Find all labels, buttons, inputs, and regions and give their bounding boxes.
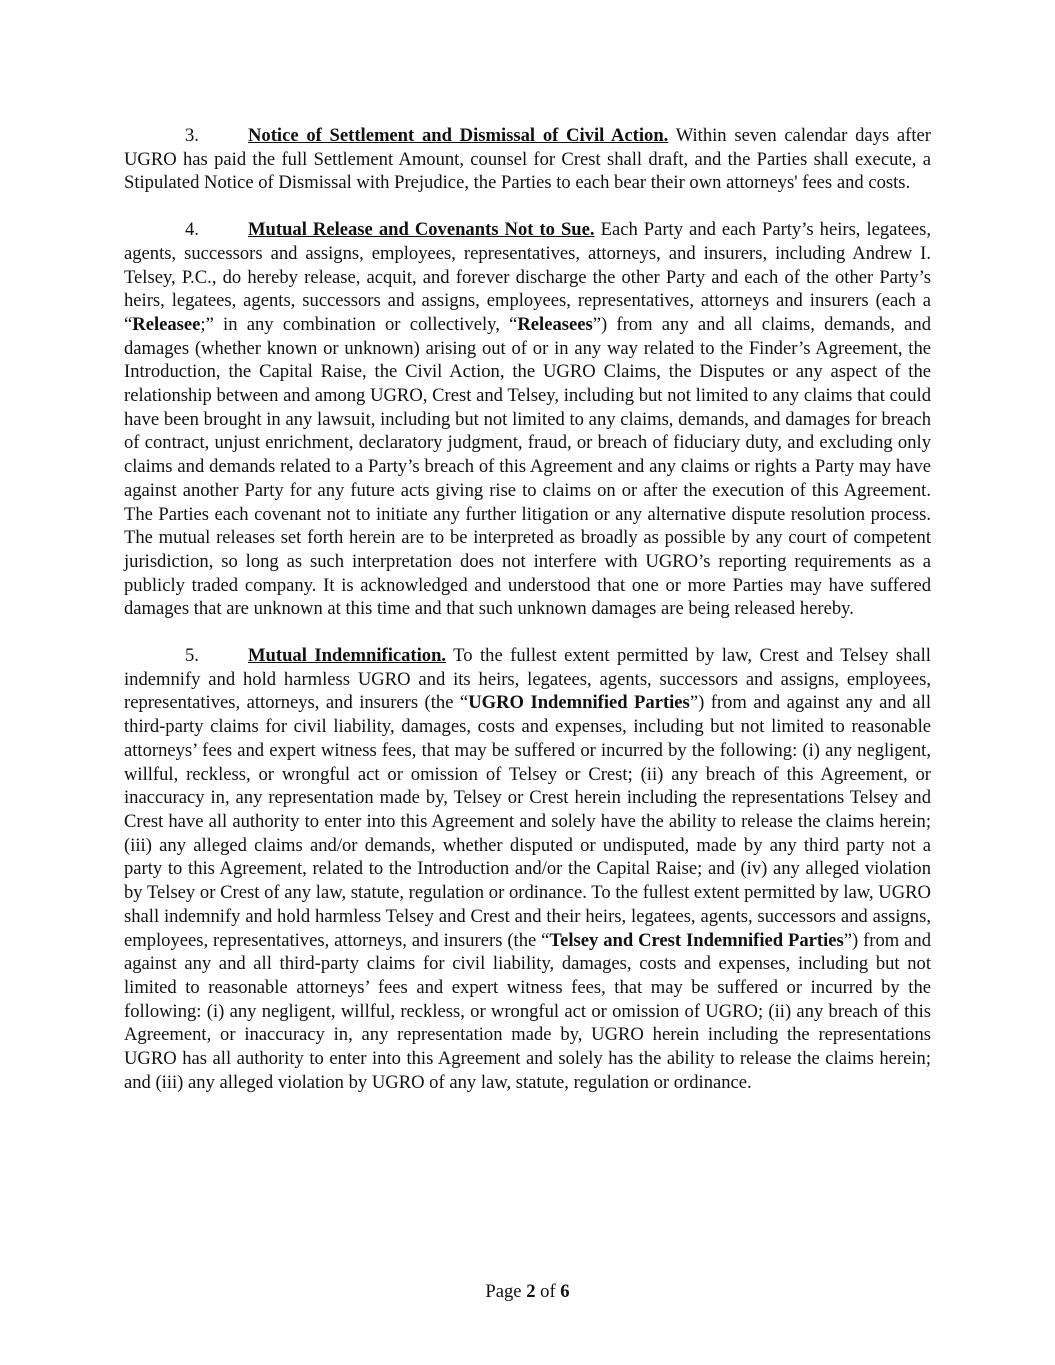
defined-term: Releasee [132,313,201,335]
paragraph-number: 5. [185,645,199,667]
defined-term: UGRO Indemnified Parties [468,692,690,714]
paragraph-text: ”) from and against any and all third-party claims for civil liability, damages, costs and expenses, including but not limited to reasonable attorneys’ fees and expert witness fees, that may be suffered or incurred by the following: (i) any negligent, willful, reckless, or wrongful act or omission of Telsey or Crest; (ii) any breach of this Agreement, or inaccuracy in, any representation made by, Telsey or Crest herein including the representations Telsey and Crest have all authority to enter into this Agreement and solely have the ability to release the claims herein; (iii) any alleged claims and/or demands, whether disputed or undisputed, made by any third party not a party to this Agreement, related to the Introduction and/or the Capital Raise; and (iv) any alleged violation by Telsey or Crest of any law, statute, regulation or ordinance. To the fullest extent permitted by law, UGRO shall indemnify and hold harmless Telsey and Crest and their heirs, legatees, agents, successors and assigns, employees, representatives, attorneys, and insurers (the “ [124,692,932,951]
footer-prefix: Page [485,1281,527,1302]
paragraph-text: ”) from and against any and all third-party claims for civil liability, damages, costs and expenses, including but not limited to reasonable attorneys’ fees and expert witness fees, that may be suffered or incurred by the following: (i) any negligent, willful, reckless, or wrongful act or omission of UGRO; (ii) any breach of this Agreement, or inaccuracy in, any representation made by, UGRO herein including the representations UGRO has all authority to enter into this Agreement and solely has the ability to release the claims herein; and (iii) any alleged violation by UGRO of any law, statute, regulation or ordinance. [124,929,931,1093]
defined-term: Telsey and Crest Indemnified Parties [549,929,844,951]
paragraph-text: Each Party and each Party’s heirs, legatees, agents, successors and assigns, employees, representatives, attorneys, and insurers, including Andrew I. Telsey, P.C., do hereby release, acquit, and forever discharge the other Party and each of the other Party’s heirs, legatees, agents, successors and assigns, employees, representatives, attorneys and insurers (each a “ [124,219,931,335]
paragraph-number: 3. [185,125,199,146]
footer-middle: of [535,1281,561,1302]
paragraph-4 [124,218,931,621]
paragraph-text: ”) from any and all claims, demands, and damages (whether known or unknown) arising out of or in any way related to the Finder’s Agreement, the Introduction, the Capital Raise, the Civil Action, the UGRO Claims, the Disputes or any aspect of the relationship between and among UGRO, Crest and Telsey, including but not limited to any claims that could have been brought in any lawsuit, including but not limited to any claims, demands, and damages for breach of contract, unjust enrichment, declaratory judgment, fraud, or breach of fiduciary duty, and excluding only claims and demands related to a Party’s breach of this Agreement and any claims or rights a Party may have against another Party for any future acts giving rise to claims on or after the execution of this Agreement. The Parties each covenant not to initiate any further litigation or any alternative dispute resolution process. The mutual releases set forth herein are to be interpreted as broadly as possible by any court of competent jurisdiction, so long as such interpretation does not interfere with UGRO’s reporting requirements as a publicly traded company. It is acknowledged and understood that one or more Parties may have suffered damages that are unknown at this time and that such unknown damages are being released hereby. [124,313,931,620]
defined-term: Releasees [517,313,593,335]
paragraph-text: Within seven calendar days after UGRO has paid the full Settlement Amount, counsel for Crest shall draft, and the Parties shall execute, a Stipulated Notice of Dismissal with Prejudice, the Parties to each bear their own attorneys' fees and costs. [124,125,931,194]
paragraph-number: 4. [185,219,199,241]
paragraph-5 [124,644,931,1094]
page-footer [0,1280,1055,1304]
paragraph-heading: Notice of Settlement and Dismissal of Civil Action. [248,125,669,146]
paragraph-3 [124,124,931,195]
paragraph-text: ;” in any combination or collectively, “ [200,313,518,335]
paragraph-heading: Mutual Indemnification. [248,645,447,667]
paragraph-text: To the fullest extent permitted by law, Crest and Telsey shall indemnify and hold harmless UGRO and its heirs, legatees, agents, successors and assigns, employees, representatives, attorneys, and insurers (the “ [124,645,931,714]
document-page [124,124,931,1117]
current-page-number: 2 [526,1281,536,1302]
total-pages-number: 6 [560,1281,570,1302]
paragraph-heading: Mutual Release and Covenants Not to Sue. [248,219,595,241]
